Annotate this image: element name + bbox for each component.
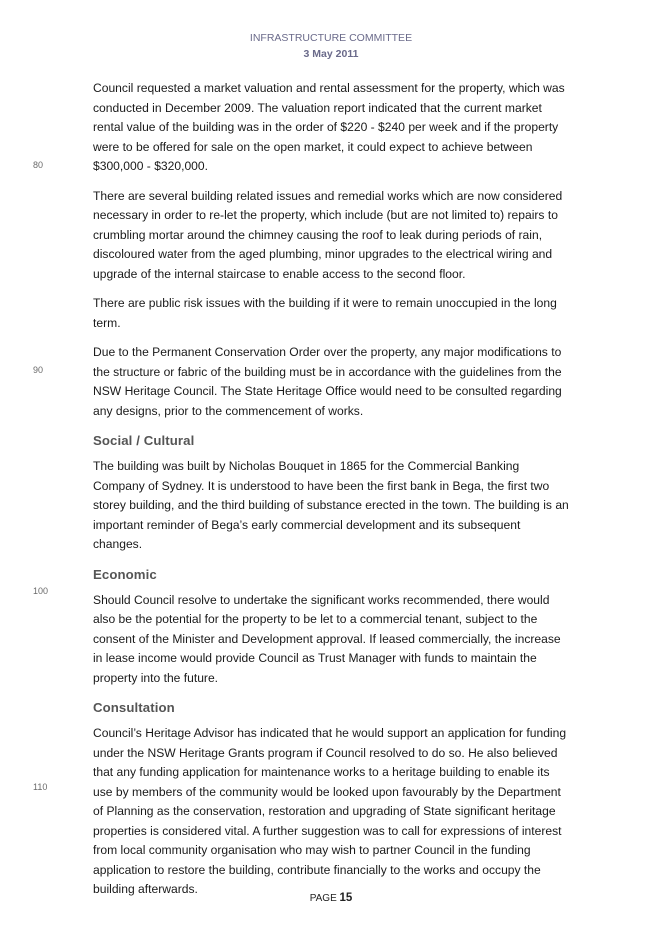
paragraph-economic: Should Council resolve to undertake the significant works recommended, there would also be the potential for the property to be let to a commercial tenant, subject to the consent of the Minister and Development approval. If leased commercially, the increase in lease income would provide Council as Trust Manager with funds to maintain the property into the future. bbox=[93, 592, 561, 685]
line-number: 100 bbox=[33, 586, 49, 596]
page-number: 15 bbox=[339, 892, 353, 904]
document-body bbox=[93, 79, 569, 910]
page-footer bbox=[0, 892, 662, 904]
paragraph-consultation: Council’s Heritage Advisor has indicated that he would support an application for funding under the NSW Heritage Grants program if Council resolved to do so. He also believed that any funding application for maintenance works to a heritage building to enable its use by members of the community would be looked upon favourably by the Department of Planning as the conservation, restoration and upgrading of State significant heritage properties is considered vital. A further suggestion was to call for expressions of interest from local community organisation who may wish to partner Council in the funding application to restore the building, contribute financially to the works and occupy the building afterwards. bbox=[93, 726, 567, 896]
page-label: PAGE bbox=[309, 893, 337, 904]
paragraph-conservation-order: Due to the Permanent Conservation Order over the property, any major modifications to the structure or fabric of the building must be in accordance with the guidelines from the NSW Heritage Council. The State Heritage Office would need to be consulted regarding any designs, prior to the commencement of works. bbox=[93, 345, 562, 418]
heading-social-cultural: Social / Cultural bbox=[93, 433, 195, 448]
line-number: 90 bbox=[33, 365, 44, 375]
line-number: 110 bbox=[33, 782, 48, 792]
paragraph-remedial-works: There are several building related issues and remedial works which are now considered necessary in order to re-let the property, which include (but are not limited to) repairs to crumbling mortar around the chimney causing the roof to leak during periods of rain, discoloured water from the aged plumbing, minor upgrades to the electrical wiring and upgrade of the internal staircase to enable access to the second floor. bbox=[93, 188, 563, 281]
paragraph-public-risk: There are public risk issues with the building if it were to remain unoccupied in the long term. bbox=[93, 296, 557, 330]
meeting-date: 3 May 2011 bbox=[303, 48, 359, 60]
page-header bbox=[0, 30, 662, 62]
committee-title: INFRASTRUCTURE COMMITTEE bbox=[249, 32, 413, 44]
line-number: 80 bbox=[33, 160, 44, 170]
paragraph-valuation: Council requested a market valuation and rental assessment for the property, which was conducted in December 2009. The valuation report indicated that the current market rental value of the building was in the order of $220 - $240 per week and if the property were to be offered for sale on the open market, it could expect to achieve between $300,000 - $320,000. bbox=[93, 81, 565, 173]
paragraph-history: The building was built by Nicholas Bouquet in 1865 for the Commercial Banking Company of Sydney. It is understood to have been the first bank in Bega, the first two storey building, and the third building of substance erected in the town. The building is an important reminder of Bega’s early commercial development and its subsequent changes. bbox=[93, 459, 569, 551]
heading-consultation: Consultation bbox=[93, 700, 175, 715]
heading-economic: Economic bbox=[93, 566, 157, 582]
